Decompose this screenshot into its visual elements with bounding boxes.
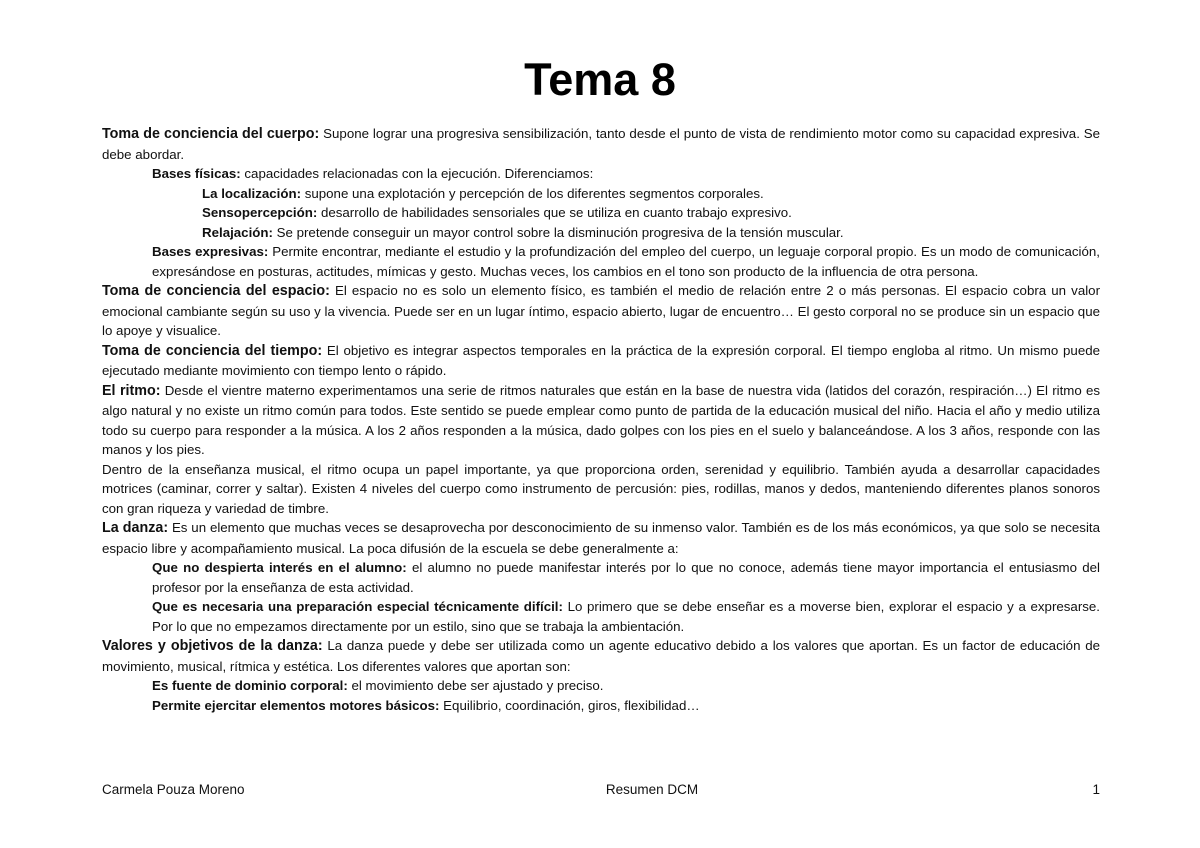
- heading-ritmo: El ritmo:: [102, 382, 161, 399]
- document-body: [102, 124, 1100, 715]
- text-elementos-motores: Equilibrio, coordinación, giros, flexibilidad…: [439, 697, 700, 713]
- text-tiempo: El objetivo es integrar aspectos temporales en la práctica de la expresión corporal. El tiempo engloba al ritmo. Un mismo puede ejecutado mediante movimiento con tiempo lento o rápido.: [102, 342, 1101, 378]
- heading-espacio: Toma de conciencia del espacio:: [102, 283, 330, 299]
- text-cuerpo: Supone lograr una progresiva sensibilización, tanto desde el punto de vista de rendimiento motor como su capacidad expresiva. Se debe abordar.: [102, 126, 1101, 162]
- paragraph-ritmo: [102, 381, 1100, 460]
- paragraph-bases-expresivas: [102, 242, 1100, 281]
- heading-localizacion: La localización:: [202, 185, 302, 201]
- page-title: Tema 8: [524, 54, 676, 105]
- heading-cuerpo: Toma de conciencia del cuerpo:: [102, 126, 320, 142]
- page-footer: [102, 780, 1100, 800]
- paragraph-valores: [102, 636, 1100, 676]
- paragraph-danza: [102, 518, 1100, 558]
- paragraph-dominio-corporal: [102, 676, 1100, 696]
- text-dominio-corporal: el movimiento debe ser ajustado y preciso.: [347, 678, 604, 693]
- footer-center: Resumen DCM: [605, 782, 699, 797]
- heading-bases-expresivas: Bases expresivas:: [152, 244, 269, 259]
- heading-valores: Valores y objetivos de la danza:: [102, 638, 323, 654]
- paragraph-cuerpo: [102, 124, 1100, 164]
- heading-relajacion: Relajación:: [202, 224, 273, 240]
- text-valores: La danza puede y debe ser utilizada como un agente educativo debido a los valores que aportan. Es un factor de educación de movimiento, musical, rítmica y estética. Los diferentes valores que aportan son:: [102, 638, 1100, 674]
- page-number: 1: [1092, 782, 1100, 797]
- heading-bases-fisicas: Bases físicas:: [152, 166, 241, 181]
- heading-tiempo: Toma de conciencia del tiempo:: [102, 342, 323, 359]
- text-bases-expresivas: Permite encontrar, mediante el estudio y la profundización del empleo del cuerpo, un leguaje corporal propio. Es un modo de comunicación, expresándose en posturas, actitudes, mímicas y gesto. Muchas veces, los cambios en el tono son producto de la influencia de otra persona.: [152, 244, 1100, 279]
- text-danza: Es un elemento que muchas veces se desaprovecha por desconocimiento de su inmenso valor. También es de los más económicos, ya que solo se necesita espacio libre y acompañamiento musical. La poca difusión de la escuela se debe generalmente a:: [102, 520, 1101, 556]
- paragraph-tiempo: [102, 341, 1100, 381]
- paragraph-no-interes: [102, 558, 1100, 597]
- text-preparacion: Lo primero que se debe enseñar es a moverse bien, explorar el espacio y a expresarse. Por lo que no empezamos directamente por un estilo, sino que se trabaja la ambientación.: [152, 599, 1100, 634]
- heading-preparacion: Que es necesaria una preparación especial técnicamente difícil:: [152, 599, 563, 614]
- paragraph-espacio: [102, 281, 1100, 341]
- paragraph-elementos-motores: [102, 696, 1100, 716]
- heading-dominio-corporal: Es fuente de dominio corporal:: [152, 678, 348, 693]
- text-espacio: El espacio no es solo un elemento físico, es también el medio de relación entre 2 o más personas. El espacio cobra un valor emocional cambiante según su uso y la vivencia. Puede ser en un lugar íntimo, espacio abierto, lugar de encuentro… El gesto corporal no se produce sin un espacio que lo apoye y visualice.: [102, 283, 1100, 338]
- text-no-interes: el alumno no puede manifestar interés por lo que no conoce, además tiene mayor importancia el entusiasmo del profesor por la enseñanza de esta actividad.: [152, 560, 1101, 595]
- heading-no-interes: Que no despierta interés en el alumno:: [152, 560, 407, 575]
- footer-author: Carmela Pouza Moreno: [102, 782, 245, 797]
- paragraph-bases-fisicas: [102, 164, 1100, 184]
- paragraph-preparacion: [102, 597, 1100, 636]
- heading-danza: La danza:: [102, 520, 169, 536]
- text-bases-fisicas: capacidades relacionadas con la ejecución. Diferenciamos:: [240, 166, 594, 181]
- heading-elementos-motores: Permite ejercitar elementos motores básicos:: [152, 697, 440, 713]
- paragraph-localizacion: [102, 184, 1100, 204]
- heading-sensopercepcion: Sensopercepción:: [202, 205, 318, 220]
- paragraph-sensopercepcion: [102, 203, 1100, 223]
- text-relajacion: Se pretende conseguir un mayor control sobre la disminución progresiva de la tensión muscular.: [272, 224, 844, 240]
- paragraph-ensenanza-musical: [102, 460, 1100, 519]
- text-ritmo: Desde el vientre materno experimentamos una serie de ritmos naturales que están en la base de nuestra vida (latidos del corazón, respiración…) El ritmo es algo natural y no existe un ritmo común para todos. Este sentido se puede emplear como punto de partida de la educación musical del niño. Hacia el año y medio utiliza todo su cuerpo para responder a la música. A los 2 años responden a la música, dado golpes con los pies en el suelo y balanceándose. A los 3 años, responde con las manos y los pies.: [102, 382, 1101, 457]
- text-sensopercepcion: desarrollo de habilidades sensoriales que se utiliza en cuanto trabajo expresivo.: [317, 205, 792, 220]
- text-ensenanza-musical: Dentro de la enseñanza musical, el ritmo ocupa un papel importante, ya que proporciona orden, serenidad y equilibrio. También ayuda a desarrollar capacidades motrices (caminar, correr y saltar). Existen 4 niveles del cuerpo como instrumento de percusión: pies, rodillas, manos y dedos, manteniendo diferentes planos sonoros con gran riqueza y variedad de timbre.: [102, 461, 1100, 516]
- paragraph-relajacion: [102, 223, 1100, 243]
- text-localizacion: supone una explotación y percepción de los diferentes segmentos corporales.: [301, 185, 764, 201]
